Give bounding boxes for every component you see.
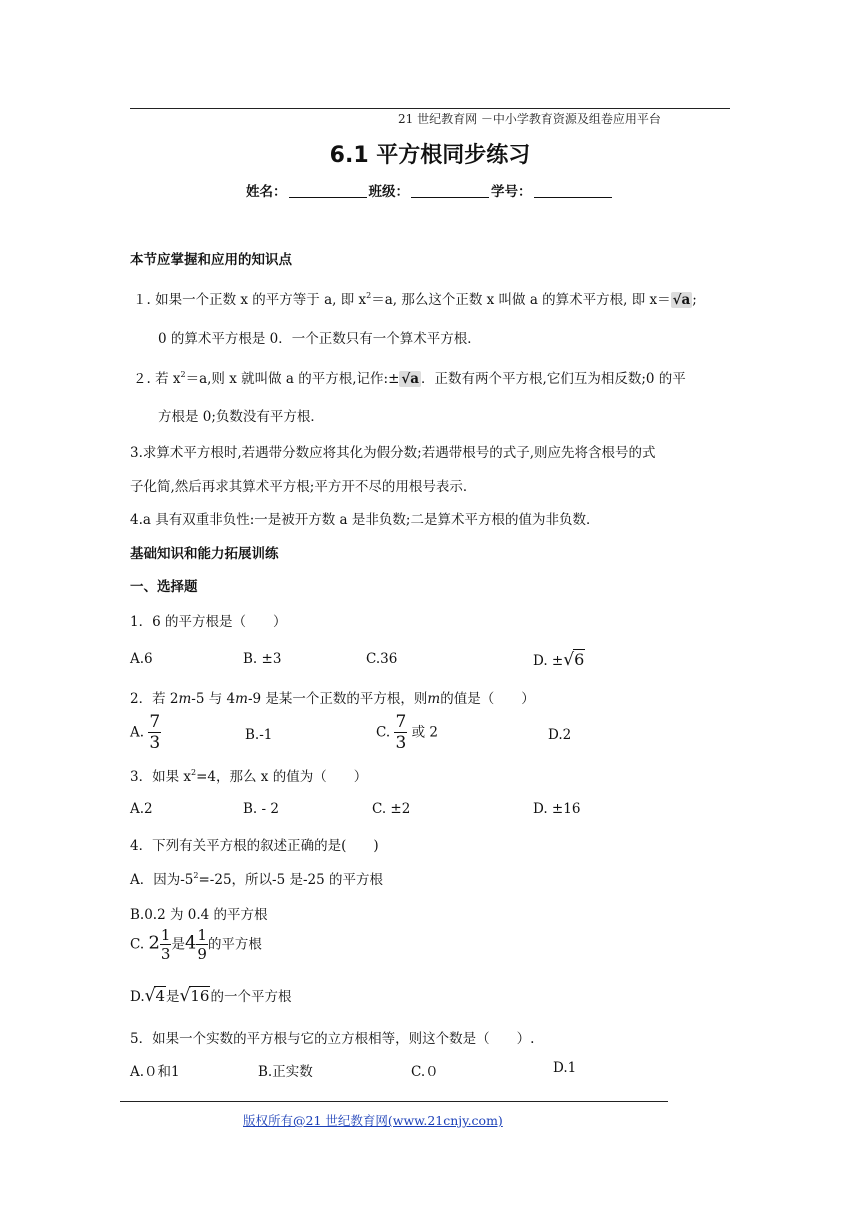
q4-a-text-a: A．因为-5 bbox=[130, 872, 194, 888]
name-label: 姓名： bbox=[246, 184, 287, 200]
q2-var-m2: m bbox=[235, 691, 248, 707]
header-platform: －中小学教育资源及组卷应用平台 bbox=[477, 112, 661, 126]
point-1-text-b: ＝a, 那么这个正数 x 叫做 a 的算术平方根, 即 x＝ bbox=[371, 292, 671, 308]
q5-option-c: C.０ bbox=[411, 1064, 439, 1080]
q5-option-b: B.正实数 bbox=[258, 1064, 313, 1080]
question-2-stem bbox=[130, 687, 535, 707]
point-2-text-b: ＝a,则 x 就叫做 a 的平方根,记作:± bbox=[185, 371, 400, 387]
point-2-text-c: ．正数有两个平方根,它们互为相反数;0 的平 bbox=[421, 371, 686, 387]
q2-option-a bbox=[130, 714, 161, 752]
section-knowledge: 本节应掌握和应用的知识点 bbox=[130, 252, 292, 268]
student-info bbox=[246, 180, 614, 200]
point-4: 4.a 具有双重非负性:一是被开方数 a 是非负数;二是算术平方根的值为非负数． bbox=[130, 512, 600, 528]
id-label: 学号： bbox=[491, 184, 532, 200]
q4-d-rad-2: 16 bbox=[190, 987, 210, 1005]
q4-c-whole-2: 4 bbox=[184, 932, 197, 954]
q3-option-c: C. ±2 bbox=[372, 801, 411, 817]
q3-stem-a: 3．如果 x bbox=[130, 769, 191, 785]
point-2-text-a: ２. 若 x bbox=[133, 371, 181, 387]
question-4-stem: 4．下列有关平方根的叙述正确的是( ) bbox=[130, 838, 379, 854]
q4-option-d bbox=[130, 985, 291, 1006]
q4-c-mid: 是 bbox=[171, 936, 185, 953]
q4-c-num-2: 1 bbox=[197, 926, 207, 944]
q4-c-whole-1: 2 bbox=[148, 932, 160, 954]
q4-c-num-1: 1 bbox=[160, 926, 171, 944]
q5-option-a: A.０和1 bbox=[130, 1064, 180, 1080]
sqrt-a-symbol: √a bbox=[672, 292, 691, 308]
q4-c-suffix: 的平方根 bbox=[207, 936, 262, 953]
point-1-text-c: ; bbox=[692, 292, 697, 308]
q4-a-sup: 2 bbox=[193, 871, 199, 880]
q3-sup: 2 bbox=[191, 768, 197, 777]
point-3-line-2: 子化简,然后再求其算术平方根;平方开不尽的用根号表示． bbox=[130, 479, 477, 495]
footer-rule bbox=[120, 1101, 668, 1102]
q2-option-d: D.2 bbox=[548, 727, 572, 743]
question-3-stem bbox=[130, 765, 367, 785]
footer-copyright-text: 版权所有@21 世纪教育网(www.21cnjy.com) bbox=[243, 1113, 503, 1128]
q2-a-prefix: A. bbox=[130, 724, 145, 741]
q2-c-num: 7 bbox=[395, 712, 407, 732]
class-label: 班级： bbox=[368, 184, 409, 200]
header-text bbox=[398, 110, 661, 127]
q1-option-b: B. ±3 bbox=[243, 651, 282, 667]
q4-option-a bbox=[130, 868, 383, 888]
section-choice: 一、选择题 bbox=[130, 579, 198, 595]
q4-c-den-1: 3 bbox=[160, 945, 171, 963]
q5-option-d: D.1 bbox=[553, 1060, 577, 1076]
q3-option-b: B. - 2 bbox=[243, 801, 279, 817]
q2-stem-b: -5 与 4 bbox=[191, 691, 236, 707]
q4-d-sqrt-1: √4 bbox=[144, 986, 166, 1006]
point-1-line-1 bbox=[133, 288, 697, 308]
q1-d-prefix: D. ± bbox=[533, 653, 564, 669]
q4-d-suffix: 的一个平方根 bbox=[210, 989, 292, 1005]
q2-a-fraction bbox=[148, 714, 161, 752]
q4-option-c bbox=[130, 928, 262, 962]
q4-c-den-2: 9 bbox=[197, 945, 207, 963]
q4-d-sqrt-2: √16 bbox=[179, 986, 210, 1006]
point-2-sup: 2 bbox=[180, 370, 186, 379]
class-blank[interactable] bbox=[411, 183, 489, 198]
sqrt-a-rad: a bbox=[681, 292, 691, 308]
footer-copyright-link[interactable] bbox=[243, 1110, 503, 1129]
q2-option-c bbox=[376, 714, 438, 752]
question-5-stem: 5．如果一个实数的平方根与它的立方根相等，则这个数是（ ）. bbox=[130, 1031, 535, 1047]
q3-stem-b: =4，那么 x 的值为（ ） bbox=[196, 769, 368, 785]
point-3-line-1: 3.求算术平方根时,若遇带分数应将其化为假分数;若遇带根号的式子,则应先将含根号的式 bbox=[130, 445, 656, 461]
point-1-text-a: １. 如果一个正数 x 的平方等于 a, 即 x bbox=[133, 292, 367, 308]
q4-d-rad-1: 4 bbox=[155, 987, 166, 1005]
q1-d-rad: 6 bbox=[574, 650, 585, 669]
q4-option-b: B.0.2 为 0.4 的平方根 bbox=[130, 907, 268, 923]
q4-a-text-b: =-25，所以-5 是-25 的平方根 bbox=[198, 872, 384, 888]
q2-a-num: 7 bbox=[149, 712, 161, 732]
q2-a-den: 3 bbox=[149, 733, 161, 753]
header-site: 21 世纪教育网 bbox=[398, 112, 478, 126]
id-blank[interactable] bbox=[534, 183, 612, 198]
q4-d-prefix: D. bbox=[130, 989, 145, 1005]
q1-option-a: A.6 bbox=[130, 651, 153, 667]
q4-c-frac-2 bbox=[196, 928, 208, 962]
q4-d-mid: 是 bbox=[166, 989, 180, 1005]
q3-option-a: A.2 bbox=[130, 801, 153, 817]
q2-stem-c: -9 是某一个正数的平方根，则 bbox=[247, 691, 428, 707]
header-rule bbox=[130, 108, 730, 109]
q4-c-prefix: C. bbox=[130, 936, 145, 953]
question-1-stem: 1．6 的平方根是（ ） bbox=[130, 614, 287, 630]
q2-stem-a: 2．若 2 bbox=[130, 691, 179, 707]
q2-c-fraction bbox=[394, 714, 407, 752]
point-2-line-1 bbox=[133, 367, 686, 387]
q2-option-b: B.-1 bbox=[245, 727, 273, 743]
page-title: 6.1 平方根同步练习 bbox=[329, 143, 531, 168]
section-training: 基础知识和能力拓展训练 bbox=[130, 546, 279, 562]
q2-c-prefix: C. bbox=[376, 724, 391, 741]
q1-option-d bbox=[533, 649, 585, 670]
q2-var-m3: m bbox=[427, 691, 441, 707]
q2-c-suffix: 或 2 bbox=[411, 724, 438, 741]
q3-option-d: D. ±16 bbox=[533, 801, 581, 817]
name-blank[interactable] bbox=[289, 183, 367, 198]
point-1-sup: 2 bbox=[366, 291, 372, 300]
sqrt-a-symbol-2: √a bbox=[401, 371, 420, 387]
point-1-line-2: 0 的算术平方根是 0．一个正数只有一个算术平方根． bbox=[158, 331, 481, 347]
q1-d-sqrt: √6 bbox=[563, 650, 585, 670]
q4-c-frac-1 bbox=[160, 928, 172, 962]
q1-option-c: C.36 bbox=[366, 651, 398, 667]
q2-var-m1: m bbox=[178, 691, 192, 707]
sqrt-a-rad-2: a bbox=[410, 371, 420, 387]
point-2-line-2: 方根是 0;负数没有平方根． bbox=[158, 409, 324, 425]
q2-c-den: 3 bbox=[395, 733, 407, 753]
q2-stem-d: 的值是（ ） bbox=[440, 691, 535, 707]
